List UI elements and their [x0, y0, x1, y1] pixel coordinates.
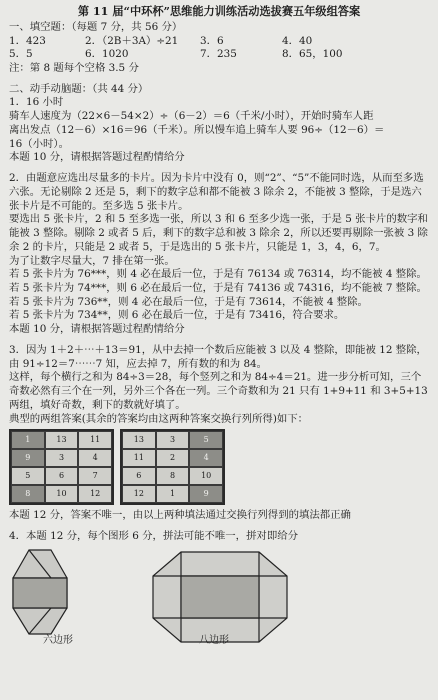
grid-cell: 1 — [156, 485, 190, 503]
grid-cell: 8 — [11, 485, 45, 503]
grid-cell: 4 — [189, 449, 223, 467]
q3-text: 3．因为 1＋2＋⋯＋13＝91，从中去掉一个数后应能被 3 以及 4 整除，即能被 12 整除，由 91÷12＝7⋯⋯7 知，应去掉 7，所有数的和为 84。 — [9, 343, 427, 370]
q4-text: 4．本题 12 分，每个图形 6 分，拼法可能不唯一，拼对即给分 — [9, 530, 299, 543]
q1-answer: 1．16 小时 — [9, 96, 64, 109]
q2-score: 本题 10 分，请根据答题过程酌情给分 — [9, 323, 185, 336]
grid-cell: 8 — [156, 467, 190, 485]
q2-case: 若 5 张卡片为 736**，则 4 必在最后一位，于是有 73614，不能被 4 整除。 — [9, 295, 368, 308]
grid-cell: 10 — [45, 485, 79, 503]
q1-text: 离出发点（12－6）×16＝96（千米）。所以慢车追上骑车人要 96÷（12－6）＝ — [9, 123, 385, 136]
octagon-figure — [153, 552, 287, 642]
hexagon-label: 六边形 — [43, 634, 73, 646]
answer-2: 2．（2B＋3A）÷21 — [85, 34, 179, 47]
hexagon-figure — [13, 550, 67, 634]
q2-text: 要选出 5 张卡片，2 和 5 至多选一张，所以 3 和 6 至多少选一张，于是 5 张卡片的数字和能被 3 整除。剔除 2 或者 5 后，剩下的数字总和被 3 除余 2，所以还要再剔除一张被 3 除余 2 的卡片，只能是 2 或者 5，于是选出的 5 张卡片，只能是 1，3，4，6，7。 — [9, 213, 428, 253]
q3-grids — [9, 429, 429, 505]
answers-row-1 — [9, 35, 429, 49]
grid-cell: 7 — [78, 467, 112, 485]
grid-cell: 5 — [189, 431, 223, 449]
grid-cell: 10 — [189, 467, 223, 485]
q2-text: 为了让数字尽量大，7 排在第一张。 — [9, 254, 175, 267]
q4-figures — [9, 548, 429, 646]
grid-cell: 9 — [11, 449, 45, 467]
octagon-label: 八边形 — [199, 634, 229, 646]
answer-7: 7．235 — [200, 48, 237, 61]
grid-cell: 9 — [189, 485, 223, 503]
answer-8: 8．65，100 — [282, 48, 343, 61]
tangram-figures — [9, 548, 429, 646]
q3-text: 这样，每个横行之和为 84÷3＝28，每个竖列之和为 84÷4＝21。进一步分析可知，三个奇数必然有三个在一列，另外三个各在一列。三个奇数和为 21 只有 1+9+11 和 3+5+13 两组，填好奇数，剩下的数就好填了。 — [9, 371, 428, 411]
grid-cell: 11 — [78, 431, 112, 449]
answer-grid-b — [120, 429, 225, 505]
q2-case: 若 5 张卡片为 734**，则 6 必在最后一位，于是有 73416，符合要求。 — [9, 309, 345, 322]
q3-text: 典型的两组答案(其余的答案均由这两种答案交换行列所得)如下： — [9, 412, 309, 425]
answers-row-2 — [9, 48, 429, 62]
answer-1: 1．423 — [9, 34, 46, 47]
grid-cell: 6 — [45, 467, 79, 485]
answer-4: 4．40 — [282, 34, 313, 47]
q2-case: 若 5 张卡片为 76***，则 4 必在最后一位，于是有 76134 或 76314，均不能被 4 整除。 — [9, 268, 427, 281]
answer-grid-a — [9, 429, 114, 505]
answer-5: 5．5 — [9, 48, 33, 61]
q1-text: 骑车人速度为（22×6－54×2）÷（6－2）＝6（千米/小时），开始时骑车人距 — [9, 110, 374, 123]
q1-score: 本题 10 分，请根据答题过程酌情给分 — [9, 151, 185, 164]
grid-cell: 2 — [156, 449, 190, 467]
grid-cell: 13 — [45, 431, 79, 449]
grid-cell: 12 — [122, 485, 156, 503]
grid-cell: 6 — [122, 467, 156, 485]
grid-cell: 11 — [122, 449, 156, 467]
section1-heading: 一、填空题：（每题 7 分，共 56 分） — [9, 20, 183, 33]
grid-cell: 13 — [122, 431, 156, 449]
grid-cell: 12 — [78, 485, 112, 503]
grid-cell: 5 — [11, 467, 45, 485]
section1-note: 注：第 8 题每个空格 3.5 分 — [9, 61, 139, 74]
grid-cell: 1 — [11, 431, 45, 449]
q1-text: 16（小时）。 — [9, 137, 69, 150]
grid-cell: 3 — [45, 449, 79, 467]
grid-cell: 3 — [156, 431, 190, 449]
page-title: 第 11 届“中环杯”思维能力训练活动选拔赛五年级组答案 — [77, 4, 361, 18]
q3-score: 本题 12 分，答案不唯一，由以上两种填法通过交换行列得到的填法都正确 — [9, 509, 351, 522]
section2-heading: 二、动手动脑题：（共 44 分） — [9, 82, 149, 95]
q2-text: 2．由题意应选出尽量多的卡片。因为卡片中没有 0，则“2”、“5”不能同时选，从而至多选 — [9, 172, 424, 185]
q2-text: 六张。无论剔除 2 还是 5，剩下的数字总和都不能被 3 除余 2，不能被 3 整除，于是选六张卡片是不可能的。至多选 5 张卡片。 — [9, 185, 422, 212]
answer-3: 3．6 — [200, 34, 224, 47]
grid-cell: 4 — [78, 449, 112, 467]
answer-6: 6．1020 — [85, 48, 129, 61]
q2-case: 若 5 张卡片为 74***，则 6 必在最后一位，于是有 74136 或 74316，均不能被 7 整除。 — [9, 282, 427, 294]
